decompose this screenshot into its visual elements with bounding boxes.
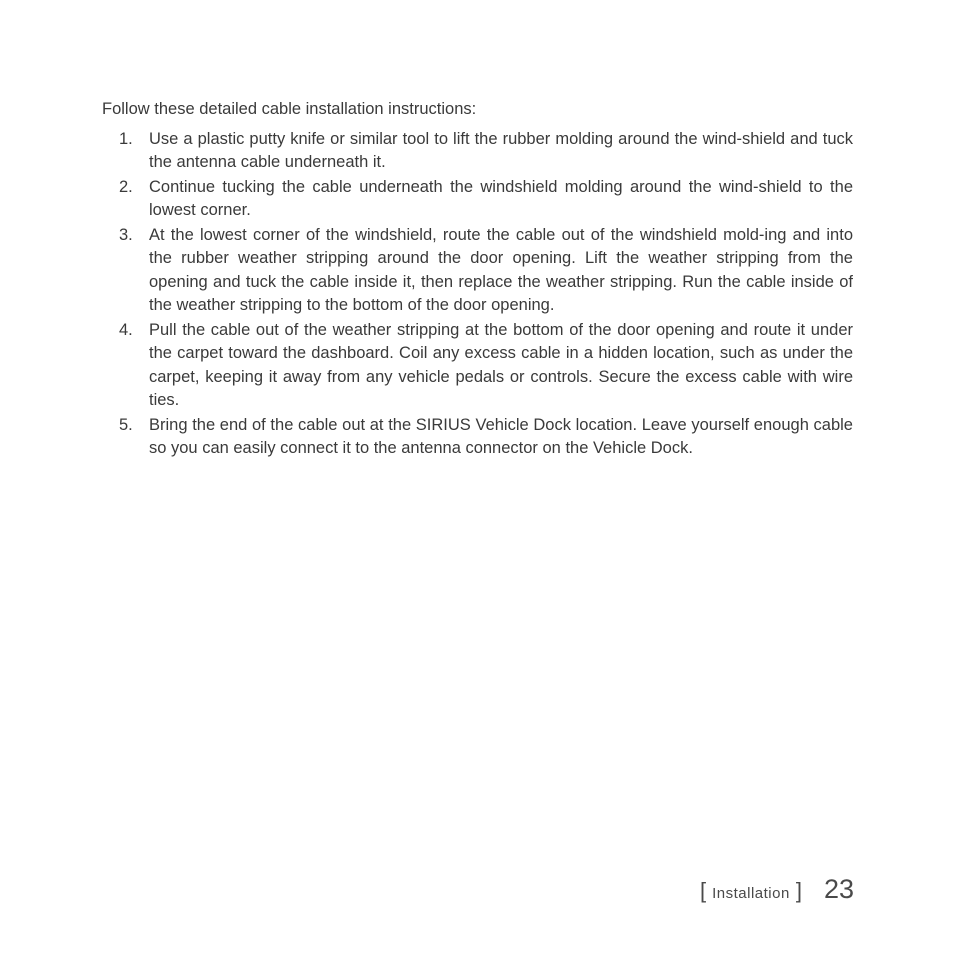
step-text: Continue tucking the cable underneath the windshield molding around the wind-shield to the lowest corner. <box>149 177 853 219</box>
footer-bracket-open: [ <box>699 878 707 903</box>
list-item <box>102 176 853 223</box>
list-item <box>102 224 853 318</box>
intro-text: Follow these detailed cable installation instructions: <box>102 100 477 118</box>
section-name: Installation <box>712 885 790 902</box>
page-footer <box>700 874 854 905</box>
step-number: 4. <box>119 320 133 339</box>
instruction-list <box>102 128 853 461</box>
step-text: At the lowest corner of the windshield, route the cable out of the windshield mold-ing and into the rubber weather stripping around the door opening. Lift the weather stripping from the opening and tuck the cable inside it, then replace the weather stripping. Run the cable inside of the weather stripping to the bottom of the door opening. <box>149 225 853 314</box>
step-number: 3. <box>119 225 133 244</box>
list-item <box>102 319 853 413</box>
step-text: Use a plastic putty knife or similar tool to lift the rubber molding around the wind-shield and tuck the antenna cable underneath it. <box>149 129 853 171</box>
page-content <box>102 98 853 462</box>
footer-bracket-close: ] <box>795 878 802 903</box>
step-text: Bring the end of the cable out at the SIRIUS Vehicle Dock location. Leave yourself enough cable so you can easily connect it to the antenna connector on the Vehicle Dock. <box>149 415 853 457</box>
list-item <box>102 414 853 461</box>
page-number: 23 <box>823 874 854 904</box>
step-text: Pull the cable out of the weather stripping at the bottom of the door opening and route it under the carpet toward the dashboard. Coil any excess cable in a hidden location, such as under the carpet, keeping it away from any vehicle pedals or controls. Secure the excess cable with wire ties. <box>149 320 853 409</box>
step-number: 1. <box>119 129 133 148</box>
step-number: 2. <box>119 177 133 196</box>
list-item <box>102 128 853 175</box>
step-number: 5. <box>119 415 133 434</box>
